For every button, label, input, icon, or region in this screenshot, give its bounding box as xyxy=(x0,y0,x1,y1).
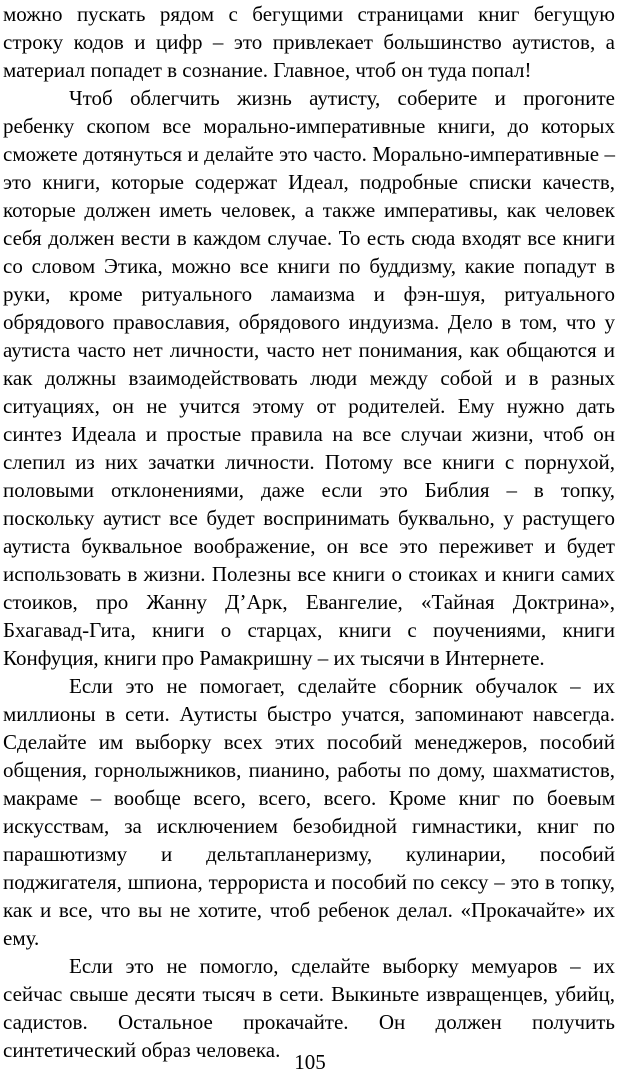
body-text xyxy=(3,0,615,1064)
paragraph-tutorials: Если это не помогает, сделайте сборник обучалок – их миллионы в сети. Аутисты быстро учатся, запоминают навсегда. Сделайте им выборку всех этих пособий менеджеров, пособий общения, горнолыжников, пианино, работы по дому, шахматистов, макраме – вообще всего, всего, всего. Кроме книг по боевым искусствам, за исключением безобидной гимнастики, книг по парашютизму и дельтапланеризму, кулинарии, пособий поджигателя, шпиона, террориста и пособий по сексу – это в топку, как и все, что вы не хотите, чтоб ребенок делал. «Прокачайте» их ему. xyxy=(3,674,615,950)
page-number: 105 xyxy=(294,1050,326,1074)
paragraph-moral-books: Чтоб облегчить жизнь аутисту, соберите и прогоните ребенку скопом все морально-императивные книги, до которых сможете дотянуться и делайте это часто. Морально-императивные – это книги, которые содержат Идеал, подробные списки качеств, которые должен иметь человек, а также императивы, как человек себя должен вести в каждом случае. То есть сюда входят все книги со словом Этика, можно все книги по буддизму, какие попадут в руки, кроме ритуального ламаизма и фэн-шуя, ритуального обрядового православия, обрядового индуизма. Дело в том, что у аутиста часто нет личности, часто нет понимания, как общаются и как должны взаимодействовать люди между собой и в разных ситуациях, он не учится этому от родителей. Ему нужно дать синтез Идеала и простые правила на все случаи жизни, чтоб он слепил из них зачатки личности. Потому все книги с порнухой, половыми отклонениями, даже если это Библия – в топку, поскольку аутист все будет воспринимать буквально, у растущего аутиста буквальное воображение, он все это переживет и будет использовать в жизни. Полезны все книги о стоиках и книги самих стоиков, про Жанну Д’Арк, Евангелие, «Тайная Доктрина», Бхагавад-Гита, книги о старцах, книги с поучениями, книги Конфуция, книги про Рамакришну – их тысячи в Интернете. xyxy=(3,86,615,670)
paragraph-memoirs: Если это не помогло, сделайте выборку мемуаров – их сейчас свыше десяти тысяч в сети. Выкиньте извращенцев, убийц, садистов. Остальное прокачайте. Он должен получить синтетический образ человека. xyxy=(3,954,615,1062)
paragraph-continued: можно пускать рядом с бегущими страницами книг бегущую строку кодов и цифр – это привлекает большинство аутистов, а материал попадет в сознание. Главное, чтоб он туда попал! xyxy=(3,2,615,82)
